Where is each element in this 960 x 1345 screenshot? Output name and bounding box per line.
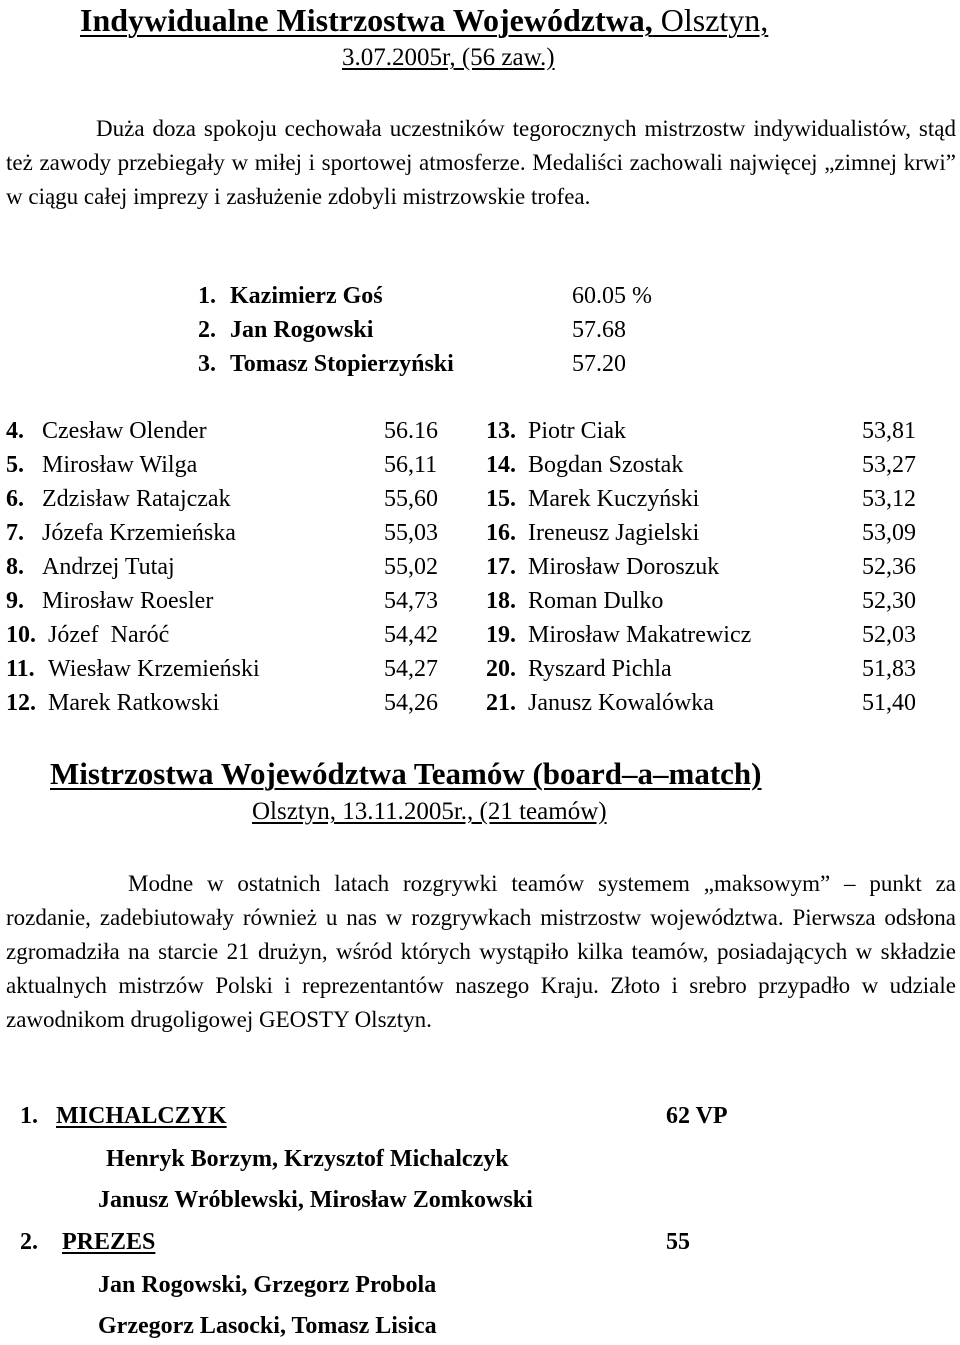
result-rank: 19. (486, 622, 516, 648)
result-rank: 15. (486, 486, 516, 512)
result-name: Ryszard Pichla (528, 656, 672, 682)
result-score: 54,42 (384, 622, 438, 648)
result-score: 53,81 (862, 418, 916, 444)
team-players: Henryk Borzym, Krzysztof Michalczyk (106, 1146, 509, 1172)
result-name: Wiesław Krzemieński (48, 656, 260, 682)
result-name: Piotr Ciak (528, 418, 627, 444)
result-name: Marek Ratkowski (48, 690, 220, 716)
result-score: 52,30 (862, 588, 916, 614)
result-rank: 12. (6, 690, 36, 716)
team-name: PREZES (62, 1229, 156, 1255)
podium-name: Kazimierz Goś (230, 283, 383, 309)
team-rank: 1. (20, 1103, 38, 1129)
result-name: Janusz Kowalówka (528, 690, 714, 716)
result-score: 53,09 (862, 520, 916, 546)
podium-score: 57.20 (572, 351, 626, 377)
result-name: Mirosław Wilga (42, 452, 198, 478)
result-rank: 21. (486, 690, 516, 716)
team-name: MICHALCZYK (56, 1103, 227, 1129)
section1-title-rest: Olsztyn, (652, 2, 769, 38)
result-score: 55,02 (384, 554, 438, 580)
podium-rank: 2. (198, 317, 216, 343)
result-rank: 6. (6, 486, 24, 512)
podium-rank: 1. (198, 283, 216, 309)
result-score: 52,03 (862, 622, 916, 648)
result-score: 53,12 (862, 486, 916, 512)
result-name: Józefa Krzemieńska (42, 520, 236, 546)
result-score: 54,26 (384, 690, 438, 716)
section1-title-bold: Indywidualne Mistrzostwa Województwa, (80, 2, 653, 38)
podium-score: 57.68 (572, 317, 626, 343)
result-score: 56.16 (384, 418, 438, 444)
result-name: Marek Kuczyński (528, 486, 700, 512)
result-rank: 5. (6, 452, 24, 478)
section1-subtitle: 3.07.2005r, (56 zaw.) (342, 44, 555, 71)
team-score: 62 VP (666, 1103, 728, 1129)
result-rank: 20. (486, 656, 516, 682)
result-rank: 8. (6, 554, 24, 580)
result-name: Zdzisław Ratajczak (42, 486, 231, 512)
podium-score: 60.05 % (572, 283, 652, 309)
result-rank: 17. (486, 554, 516, 580)
team-players: Jan Rogowski, Grzegorz Probola (98, 1272, 437, 1298)
result-score: 54,73 (384, 588, 438, 614)
podium-name: Jan Rogowski (230, 317, 374, 343)
result-rank: 13. (486, 418, 516, 444)
result-score: 53,27 (862, 452, 916, 478)
result-name: Józef Naróć (48, 622, 170, 648)
team-score: 55 (666, 1229, 690, 1255)
podium-name: Tomasz Stopierzyński (230, 351, 454, 377)
result-score: 52,36 (862, 554, 916, 580)
result-rank: 16. (486, 520, 516, 546)
result-name: Ireneusz Jagielski (528, 520, 700, 546)
result-score: 51,40 (862, 690, 916, 716)
section2-paragraph-text: Modne w ostatnich latach rozgrywki teamów systemem „maksowym” – punkt za rozdanie, zadebiutowały również u nas w rozgrywkach mistrzostw województwa. Pierwsza odsłona zgromadziła na starcie 21 drużyn, wśród których wystąpiło kilka teamów, posiadających w składzie aktualnych mistrzów Polski i reprezentantów naszego Kraju. Złoto i srebro przypadło w udziale zawodnikom drugoligowej GEOSTY Olsztyn. (6, 871, 956, 1032)
result-name: Bogdan Szostak (528, 452, 684, 478)
result-score: 55,03 (384, 520, 438, 546)
team-rank: 2. (20, 1229, 38, 1255)
result-rank: 14. (486, 452, 516, 478)
result-rank: 9. (6, 588, 24, 614)
result-score: 54,27 (384, 656, 438, 682)
team-players: Grzegorz Lasocki, Tomasz Lisica (98, 1313, 437, 1339)
section2-paragraph (6, 867, 956, 1037)
result-score: 55,60 (384, 486, 438, 512)
result-name: Mirosław Roesler (42, 588, 214, 614)
result-rank: 10. (6, 622, 36, 648)
result-name: Mirosław Makatrewicz (528, 622, 752, 648)
result-score: 51,83 (862, 656, 916, 682)
result-rank: 11. (6, 656, 35, 682)
result-name: Czesław Olender (42, 418, 207, 444)
podium-rank: 3. (198, 351, 216, 377)
result-rank: 7. (6, 520, 24, 546)
result-name: Roman Dulko (528, 588, 664, 614)
section2-subtitle: Olsztyn, 13.11.2005r., (21 teamów) (252, 798, 607, 825)
team-players: Janusz Wróblewski, Mirosław Zomkowski (98, 1187, 533, 1213)
result-rank: 4. (6, 418, 24, 444)
result-rank: 18. (486, 588, 516, 614)
result-name: Mirosław Doroszuk (528, 554, 720, 580)
section1-paragraph-text: Duża doza spokoju cechowała uczestników tegorocznych mistrzostw indywidualistów, stąd też zawody przebiegały w miłej i sportowej atmosferze. Medaliści zachowali najwięcej „zimnej krwi” w ciągu całej imprezy i zasłużenie zdobyli mistrzowskie trofea. (6, 116, 956, 209)
section1-paragraph (6, 112, 956, 214)
result-score: 56,11 (384, 452, 438, 478)
section1-title (80, 2, 768, 39)
result-name: Andrzej Tutaj (42, 554, 175, 580)
section2-title: Mistrzostwa Województwa Teamów (board–a–match) (50, 756, 762, 791)
